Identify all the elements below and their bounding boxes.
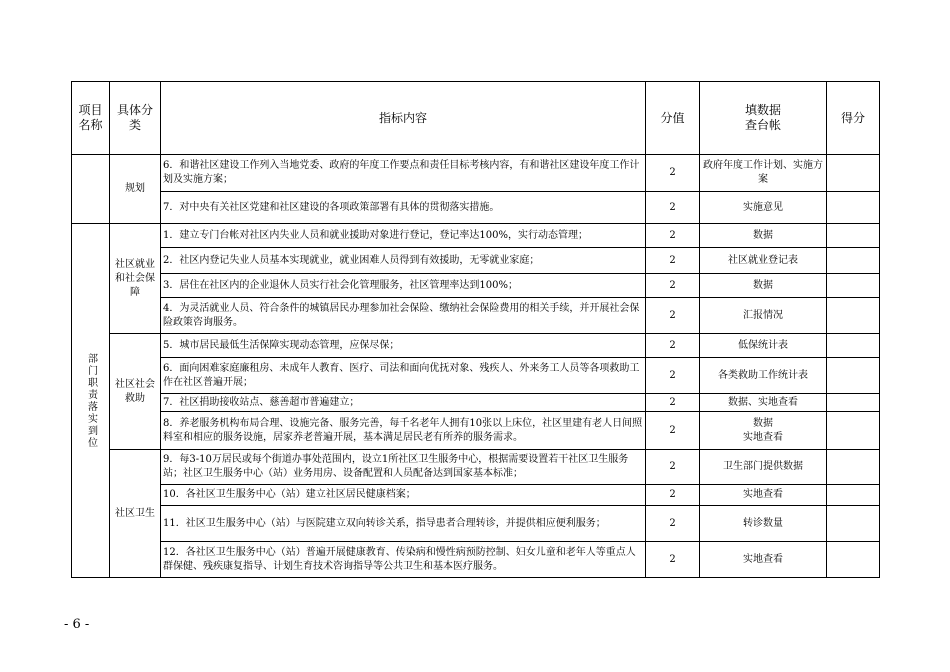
indicator-cell: 6．面向困难家庭廉租房、未成年人教育、医疗、司法和面向优抚对象、残疾人、外来务工人员等各项救助工作在社区普遍开展； <box>161 358 646 394</box>
ledger-cell: 转诊数量 <box>700 506 827 542</box>
indicator-cell: 8．养老服务机构布局合理、设施完备、服务完善，每千名老年人拥有10张以上床位，社区里建有老人日间照料室和相应的服务设施，居家养老普遍开展，基本满足居民老有所养的服务需求。 <box>161 412 646 450</box>
table-row <box>72 485 880 506</box>
score-cell: 2 <box>646 298 700 334</box>
header-project-name: 项目名称 <box>72 82 110 155</box>
score-cell: 2 <box>646 358 700 394</box>
score-cell: 2 <box>646 542 700 578</box>
header-ledger-line2: 查台帐 <box>744 118 781 132</box>
category-health: 社区卫生 <box>110 450 161 578</box>
result-cell <box>827 394 880 412</box>
page-number: - 6 - <box>64 617 90 632</box>
project-cell <box>72 155 110 224</box>
result-cell <box>827 224 880 248</box>
result-cell <box>827 192 880 224</box>
indicator-cell: 3．居住在社区内的企业退休人员实行社会化管理服务，社区管理率达到100%； <box>161 274 646 298</box>
result-cell <box>827 506 880 542</box>
indicator-table <box>71 81 880 578</box>
result-cell <box>827 298 880 334</box>
header-result: 得分 <box>827 82 880 155</box>
ledger-line: 数据 <box>753 417 773 429</box>
table-header-row <box>72 82 880 155</box>
score-cell: 2 <box>646 485 700 506</box>
score-cell: 2 <box>646 192 700 224</box>
table-row <box>72 274 880 298</box>
indicator-cell: 2．社区内登记失业人员基本实现就业，就业困难人员得到有效援助，无零就业家庭； <box>161 248 646 274</box>
table-row <box>72 334 880 358</box>
indicator-cell: 9．每3-10万居民或每个街道办事处范围内，设立1所社区卫生服务中心，根据需要设置若干社区卫生服务站；社区卫生服务中心（站）业务用房、设备配置和人员配备达到国家基本标准； <box>161 450 646 485</box>
ledger-cell: 数据、实地查看 <box>700 394 827 412</box>
result-cell <box>827 542 880 578</box>
ledger-cell: 各类救助工作统计表 <box>700 358 827 394</box>
ledger-line: 实地查看 <box>743 431 783 443</box>
header-score: 分值 <box>646 82 700 155</box>
ledger-cell: 实施意见 <box>700 192 827 224</box>
score-cell: 2 <box>646 394 700 412</box>
indicator-cell: 1．建立专门台帐对社区内失业人员和就业援助对象进行登记，登记率达100%，实行动态管理； <box>161 224 646 248</box>
table-row <box>72 412 880 450</box>
ledger-cell: 政府年度工作计划、实施方案 <box>700 155 827 192</box>
score-cell: 2 <box>646 412 700 450</box>
ledger-cell: 数据 <box>700 224 827 248</box>
header-category: 具体分类 <box>110 82 161 155</box>
category-relief: 社区社会救助 <box>110 334 161 450</box>
header-ledger-line1: 填数据 <box>744 103 781 117</box>
score-cell: 2 <box>646 450 700 485</box>
ledger-cell: 社区就业登记表 <box>700 248 827 274</box>
table-row <box>72 542 880 578</box>
indicator-cell: 10．各社区卫生服务中心（站）建立社区居民健康档案； <box>161 485 646 506</box>
table-row <box>72 155 880 192</box>
indicator-cell: 7．对中央有关社区党建和社区建设的各项政策部署有具体的贯彻落实措施。 <box>161 192 646 224</box>
ledger-cell: 低保统计表 <box>700 334 827 358</box>
ledger-cell: 卫生部门提供数据 <box>700 450 827 485</box>
result-cell <box>827 450 880 485</box>
result-cell <box>827 248 880 274</box>
table-row <box>72 450 880 485</box>
indicator-cell: 6．和谐社区建设工作列入当地党委、政府的年度工作要点和责任目标考核内容，有和谐社区建设年度工作计划及实施方案； <box>161 155 646 192</box>
table-row <box>72 192 880 224</box>
ledger-cell: 汇报情况 <box>700 298 827 334</box>
table-row <box>72 394 880 412</box>
header-ledger <box>700 82 827 155</box>
score-cell: 2 <box>646 224 700 248</box>
project-cell: 部门职责落实到位 <box>72 224 110 578</box>
table-row <box>72 506 880 542</box>
header-indicator: 指标内容 <box>161 82 646 155</box>
score-cell: 2 <box>646 506 700 542</box>
table-row <box>72 248 880 274</box>
score-cell: 2 <box>646 274 700 298</box>
indicator-cell: 7．社区捐助接收站点、慈善超市普遍建立； <box>161 394 646 412</box>
result-cell <box>827 274 880 298</box>
result-cell <box>827 485 880 506</box>
ledger-cell: 数据 <box>700 274 827 298</box>
indicator-cell: 5．城市居民最低生活保障实现动态管理，应保尽保； <box>161 334 646 358</box>
score-cell: 2 <box>646 248 700 274</box>
ledger-cell: 实地查看 <box>700 485 827 506</box>
score-cell: 2 <box>646 334 700 358</box>
indicator-cell: 11．社区卫生服务中心（站）与医院建立双向转诊关系，指导患者合理转诊，并提供相应便利服务； <box>161 506 646 542</box>
ledger-cell: 实地查看 <box>700 542 827 578</box>
ledger-cell <box>700 412 827 450</box>
table-row <box>72 298 880 334</box>
table-row <box>72 358 880 394</box>
result-cell <box>827 334 880 358</box>
score-cell: 2 <box>646 155 700 192</box>
category-employment: 社区就业和社会保障 <box>110 224 161 334</box>
result-cell <box>827 358 880 394</box>
result-cell <box>827 155 880 192</box>
table-row <box>72 224 880 248</box>
indicator-cell: 12．各社区卫生服务中心（站）普遍开展健康教育、传染病和慢性病预防控制、妇女儿童和老年人等重点人群保健、残疾康复指导、计划生育技术咨询指导等公共卫生和基本医疗服务。 <box>161 542 646 578</box>
category-plan: 规划 <box>110 155 161 224</box>
indicator-cell: 4．为灵活就业人员、符合条件的城镇居民办理参加社会保险、缴纳社会保险费用的相关手续，并开展社会保险政策咨询服务。 <box>161 298 646 334</box>
result-cell <box>827 412 880 450</box>
